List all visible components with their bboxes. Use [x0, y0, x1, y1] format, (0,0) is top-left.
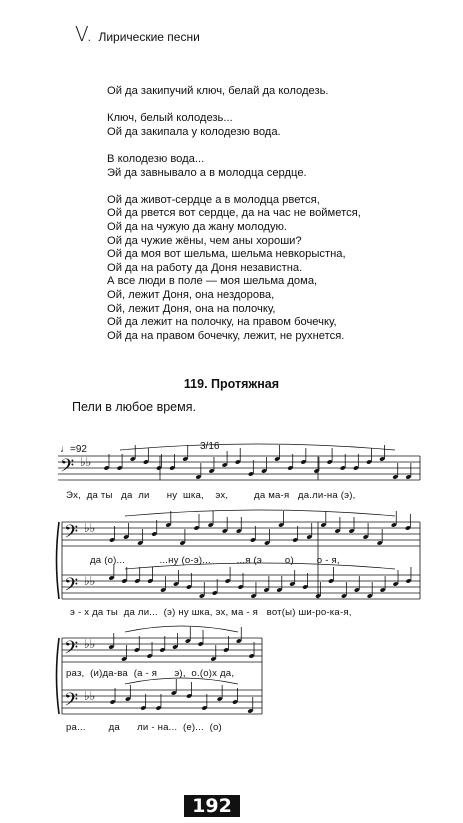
lyric-line: Ключ, белый колодезь... — [107, 112, 233, 125]
slur — [125, 626, 238, 632]
svg-text:𝄢: 𝄢 — [64, 575, 79, 600]
lyric-line: Ой да на чужую да жану молодую. — [107, 220, 288, 233]
staff-system-1 — [58, 456, 420, 480]
meter-mark: 3/16 — [200, 441, 220, 452]
svg-text:𝄢: 𝄢 — [60, 456, 75, 481]
lyric-line: Ой, лежит Доня, она на полочку, — [107, 302, 276, 315]
page-number: 192 — [184, 795, 240, 817]
lyric-line: Ой да рвется вот сердце, да на час не воймется, — [107, 207, 361, 220]
lyric-line: Ой да на правом бочечку, лежит, не рухнется. — [107, 329, 345, 342]
svg-text:𝄢: 𝄢 — [64, 522, 79, 547]
svg-text:𝄢: 𝄢 — [64, 638, 79, 663]
lyric-line: Эй да завнывало а в молодца сердце. — [107, 166, 307, 179]
lyric-line: Ой, лежит Доня, она нездорова, — [107, 288, 275, 301]
score-lyrics-3-upper: раз, (и)да-ва (а - я э), о.(о)х да, — [66, 668, 235, 679]
song-note: Пели в любое время. — [72, 400, 196, 414]
score-lyrics-2-lower: э - х да ты да ли... (э) ну шка, эх, ма - я вот(ы) ши-ро-ка-я, — [70, 607, 352, 618]
svg-text:𝄢: 𝄢 — [64, 690, 79, 715]
lyric-line: В колодезю вода... — [107, 152, 205, 165]
svg-text:♭♭: ♭♭ — [84, 689, 96, 703]
slur — [125, 510, 395, 516]
slur — [120, 444, 395, 450]
song-title: 119. Протяжная — [183, 377, 280, 391]
svg-text:♭♭: ♭♭ — [80, 455, 92, 469]
score-lyrics-3-lower: ра... да ли - на... (е)... (о) — [66, 722, 222, 733]
tempo-mark: ♩=92 — [60, 444, 87, 455]
lyric-line: Ой да закипала у колодезю вода. — [107, 125, 281, 138]
lyric-line: Ой да живот-сердце а в молодца рвется, — [107, 193, 320, 206]
lyric-line: Ой да лежит на полочку, на правом бочечку, — [107, 316, 337, 329]
svg-text:♭♭: ♭♭ — [84, 637, 96, 651]
svg-text:♭♭: ♭♭ — [84, 574, 96, 588]
score-lyrics-2-upper: да (о)... ...ну (о-э)... ...я (э о) о - я, — [90, 555, 340, 566]
svg-text:♭♭: ♭♭ — [84, 521, 96, 535]
section-title: Лирические песни — [98, 30, 200, 44]
lyric-line: А все люди в поле — моя шельма дома, — [107, 275, 318, 288]
lyric-line: Ой да закипучий ключ, белай да колодезь. — [107, 85, 329, 97]
lyric-line: Ой да на работу да Доня независтна. — [107, 261, 303, 274]
lyric-line: Ой да моя вот шельма, шельма невкорыстна, — [107, 248, 346, 261]
score-lyrics-1: Эх, да ты да ли ну шка, эх, да ма-я да.ли-на (э), — [66, 490, 356, 501]
lyric-line: Ой да чужие жёны, чем аны хороши? — [107, 234, 302, 247]
section-number: V. — [75, 22, 93, 46]
